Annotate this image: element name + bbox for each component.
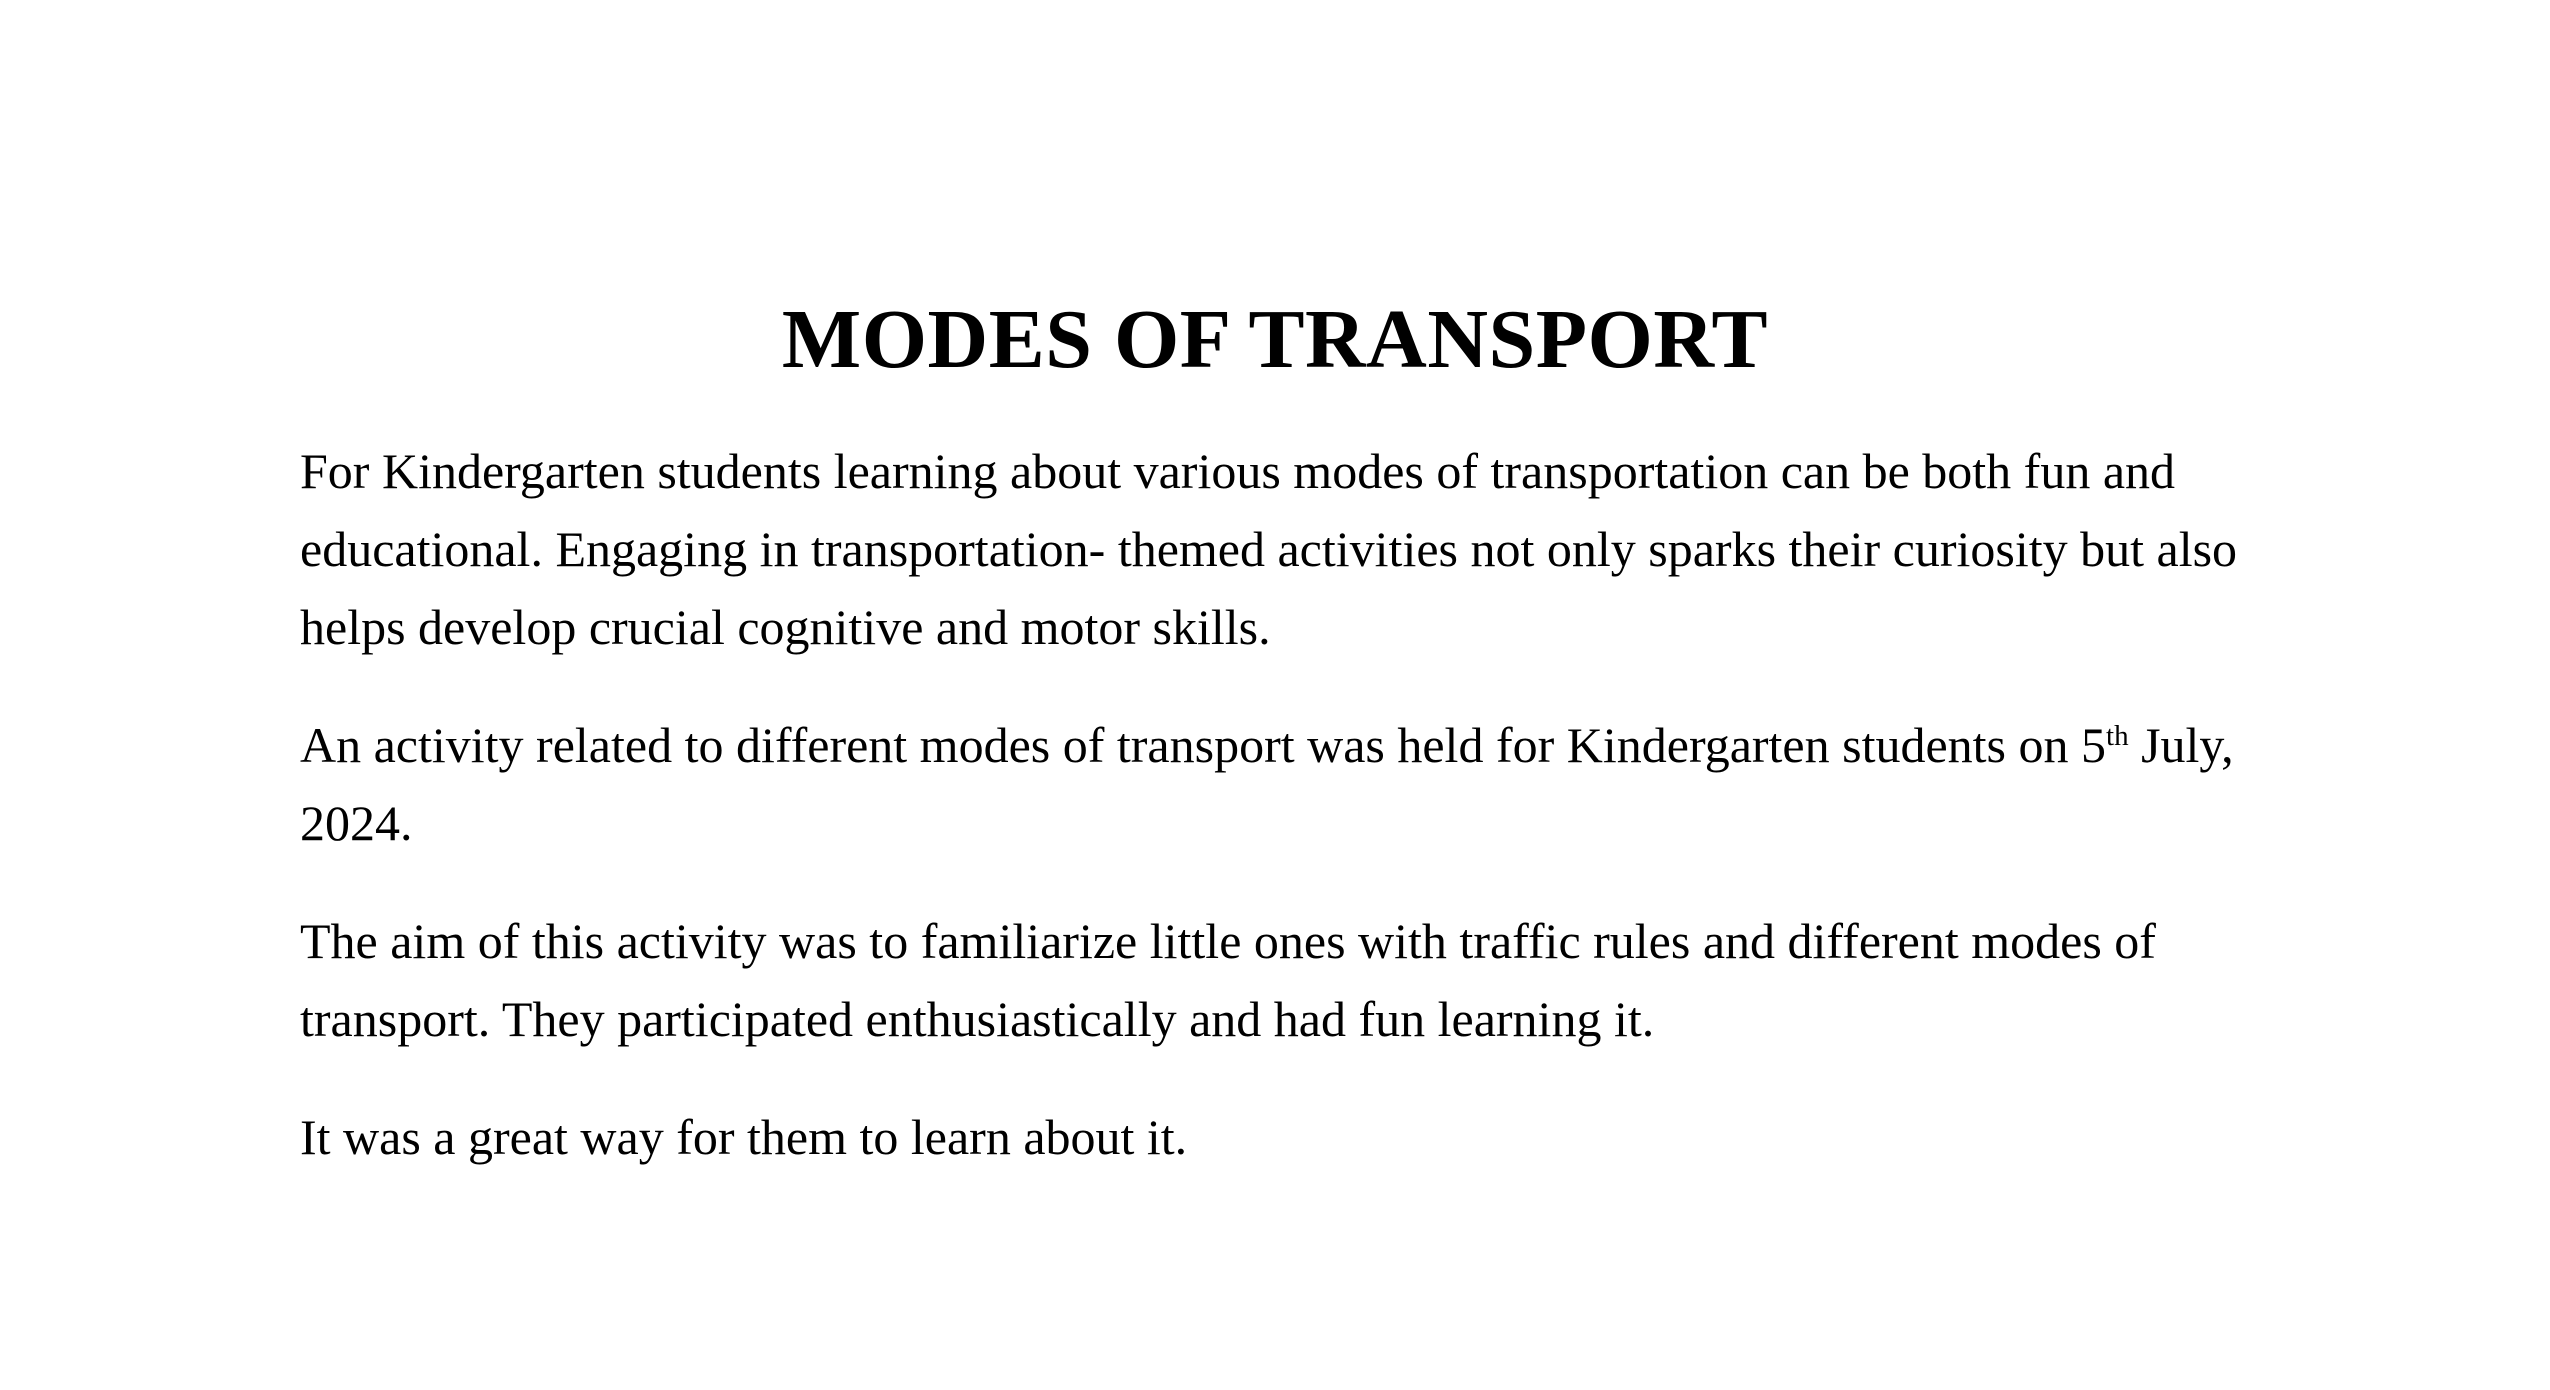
paragraph-text-after-superscript: July, 2024.: [300, 717, 2234, 851]
document-title: MODES OF TRANSPORT: [781, 293, 1769, 386]
ordinal-superscript: th: [2106, 720, 2129, 753]
paragraph-intro: For Kindergarten students learning about various modes of transportation can be both fun and educational. Engaging in transportation- themed activities not only sparks their curiosity but also helps develop crucial cognitive and motor skills.: [300, 443, 2238, 655]
document-content: [300, 0, 2300, 1176]
paragraph-conclusion: It was a great way for them to learn about it.: [300, 1109, 1188, 1165]
paragraph-text-before-superscript: An activity related to different modes of transport was held for Kindergarten students on 5: [300, 717, 2107, 773]
paragraph-activity-date: [300, 706, 2300, 862]
paragraph-aim: The aim of this activity was to familiarize little ones with traffic rules and different modes of transport. They participated enthusiastically and had fun learning it.: [300, 913, 2156, 1047]
